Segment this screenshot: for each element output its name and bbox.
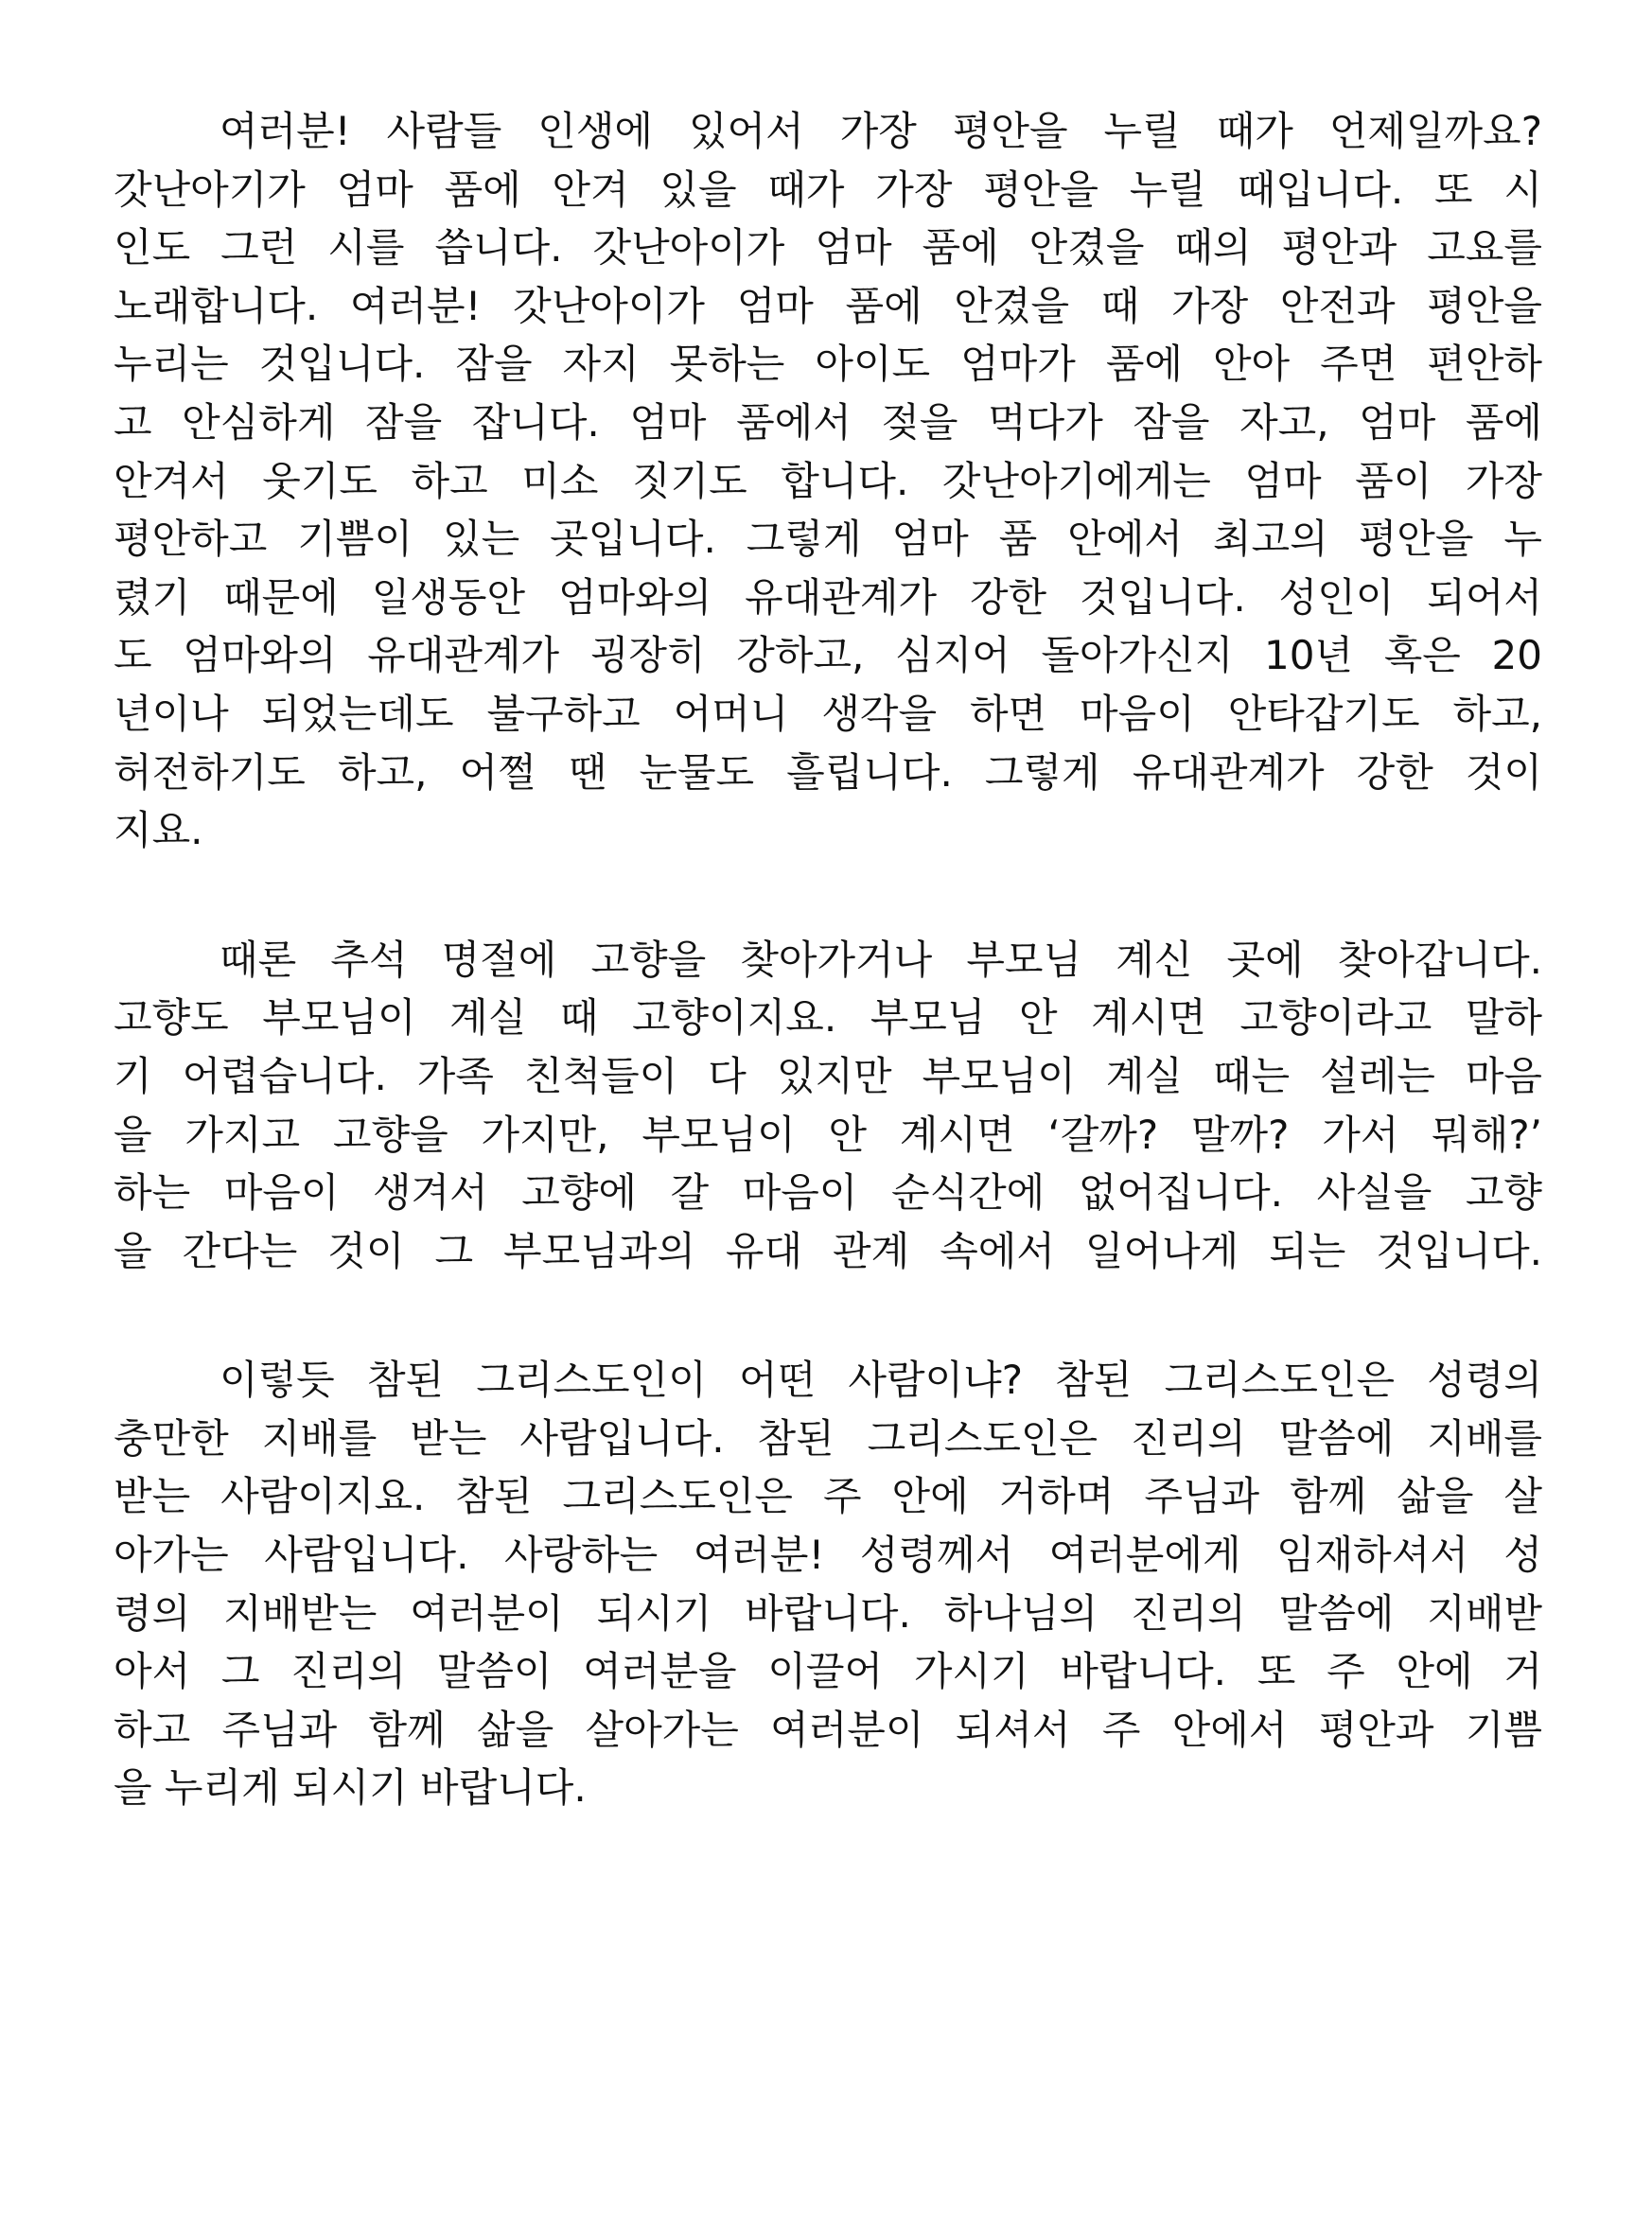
text-line: 평안하고 기쁨이 있는 곳입니다. 그렇게 엄마 품 안에서 최고의 평안을 누: [114, 516, 1542, 563]
text-line: 기 어렵습니다. 가족 친척들이 다 있지만 부모님이 계실 때는 설레는 마음: [114, 1052, 1542, 1099]
text-line: 도 엄마와의 유대관계가 굉장히 강하고, 심지어 돌아가신지 10년 혹은 20: [114, 632, 1542, 679]
text-line: 노래합니다. 여러분! 갓난아이가 엄마 품에 안겼을 때 가장 안전과 평안을: [114, 282, 1542, 329]
text-line: 년이나 되었는데도 불구하고 어머니 생각을 하면 마음이 안타갑기도 하고,: [114, 690, 1542, 737]
text-line: 렸기 때문에 일생동안 엄마와의 유대관계가 강한 것입니다. 성인이 되어서: [114, 573, 1542, 621]
text-line: 충만한 지배를 받는 사람입니다. 참된 그리스도인은 진리의 말씀에 지배를: [114, 1414, 1542, 1462]
text-line: 때론 추석 명절에 고향을 찾아가거나 부모님 계신 곳에 찾아갑니다.: [220, 936, 1542, 983]
text-line: 하고 주님과 함께 삶을 살아가는 여러분이 되셔서 주 안에서 평안과 기쁨: [114, 1706, 1542, 1753]
text-line: 령의 지배받는 여러분이 되시기 바랍니다. 하나님의 진리의 말씀에 지배받: [114, 1589, 1542, 1637]
text-line: 이렇듯 참된 그리스도인이 어떤 사람이냐? 참된 그리스도인은 성령의: [220, 1357, 1542, 1404]
text-line: 받는 사람이지요. 참된 그리스도인은 주 안에 거하며 주님과 함께 삶을 살: [114, 1473, 1542, 1520]
text-line: 갓난아기가 엄마 품에 안겨 있을 때가 가장 평안을 누릴 때입니다. 또 시: [114, 166, 1542, 213]
paragraph-3: [114, 1351, 1542, 1817]
text-line: 을 간다는 것이 그 부모님과의 유대 관계 속에서 일어나게 되는 것입니다.: [114, 1227, 1542, 1274]
text-line: 하는 마음이 생겨서 고향에 갈 마음이 순식간에 없어집니다. 사실을 고향: [114, 1169, 1542, 1217]
paragraph-gap: [114, 860, 1542, 931]
text-line: 안겨서 웃기도 하고 미소 짓기도 합니다. 갓난아기에게는 엄마 품이 가장: [114, 457, 1542, 504]
text-line: 을 누리게 되시기 바랍니다.: [114, 1764, 587, 1812]
text-line: 고향도 부모님이 계실 때 고향이지요. 부모님 안 계시면 고향이라고 말하: [114, 994, 1542, 1042]
paragraph-1: [114, 102, 1542, 860]
text-line: 고 안심하게 잠을 잡니다. 엄마 품에서 젖을 먹다가 잠을 자고, 엄마 품에: [114, 398, 1542, 446]
text-line: 지요.: [114, 807, 203, 854]
paragraph-gap: [114, 1280, 1542, 1351]
text-line: 인도 그런 시를 씁니다. 갓난아이가 엄마 품에 안겼을 때의 평안과 고요를: [114, 224, 1542, 272]
paragraph-2: [114, 931, 1542, 1281]
document-body: [114, 102, 1542, 1817]
text-line: 아서 그 진리의 말씀이 여러분을 이끌어 가시기 바랍니다. 또 주 안에 거: [114, 1648, 1542, 1695]
text-line: 여러분! 사람들 인생에 있어서 가장 평안을 누릴 때가 언제일까요?: [220, 108, 1542, 154]
text-line: 을 가지고 고향을 가지만, 부모님이 안 계시면 ‘갈까? 말까? 가서 뭐해?’: [114, 1111, 1542, 1158]
text-line: 누리는 것입니다. 잠을 자지 못하는 아이도 엄마가 품에 안아 주면 편안하: [114, 341, 1542, 388]
text-line: 아가는 사람입니다. 사랑하는 여러분! 성령께서 여러분에게 임재하셔서 성: [114, 1532, 1542, 1579]
text-line: 허전하기도 하고, 어쩔 땐 눈물도 흘립니다. 그렇게 유대관계가 강한 것이: [114, 748, 1542, 796]
